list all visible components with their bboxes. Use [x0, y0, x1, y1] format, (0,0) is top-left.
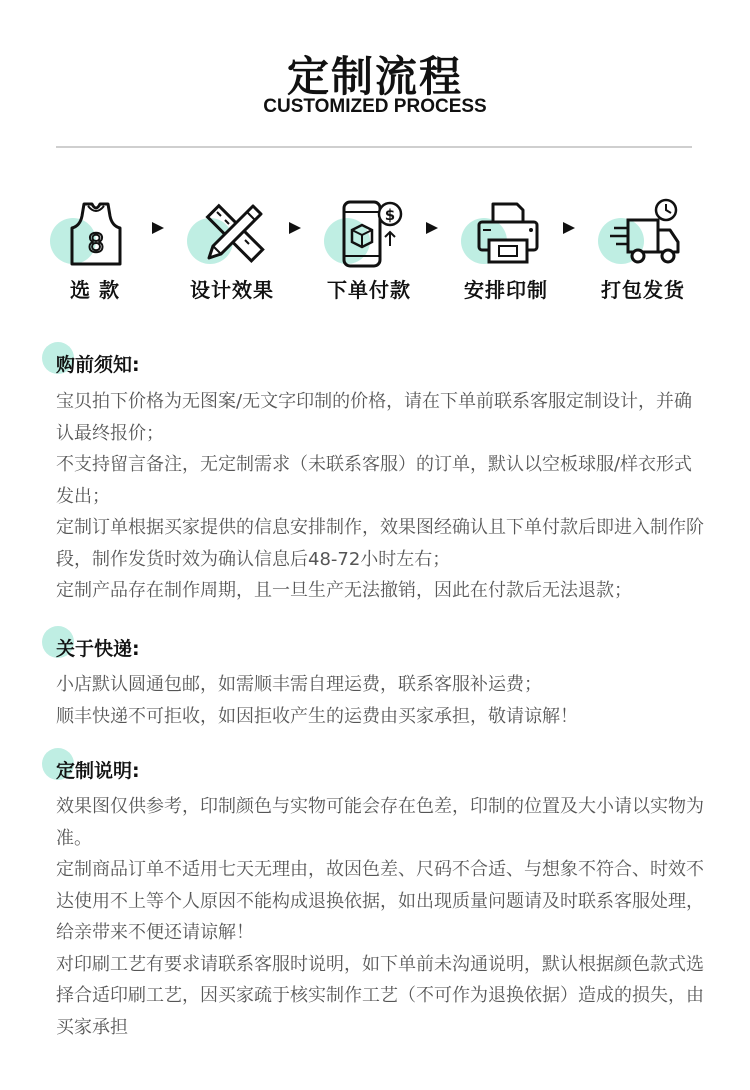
notice-paragraph: 宝贝拍下价格为无图案/无文字印制的价格，请在下单前联系客服定制设计，并确认最终报价；: [56, 391, 693, 444]
custom-paragraph: 对印刷工艺有要求请联系客服时说明，如下单前未沟通说明，默认根据颜色款式选择合适印刷工艺，因买家疏于核实制作工艺（不可作为退换依据）造成的损失，由买家承担: [56, 953, 704, 1038]
process-step-select: [30, 196, 160, 306]
svg-text:$: $: [384, 206, 396, 224]
page-title: 定制流程: [286, 52, 463, 101]
section-body-custom: [56, 791, 706, 1043]
step-label: 下单付款: [327, 278, 411, 302]
custom-paragraph: 效果图仅供参考，印制颜色与实物可能会存在色差，印制的位置及大小请以实物为准。: [56, 796, 704, 849]
triangle-right-icon: [561, 220, 577, 236]
step-label: 选 款: [70, 278, 120, 302]
section-title-notice: 购前须知:: [56, 354, 140, 376]
section-title-custom: 定制说明:: [56, 760, 140, 782]
jersey-icon: [60, 198, 132, 270]
shipping-paragraph: 顺丰快递不可拒收，如因拒收产生的运费由买家承担，敬请谅解！: [56, 705, 578, 727]
step-label: 打包发货: [601, 278, 685, 302]
step-label: 设计效果: [190, 278, 274, 302]
section-body-shipping: [56, 669, 706, 732]
custom-paragraph: 定制商品订单不适用七天无理由，故因色差、尺码不合适、与想象不符合、时效不达使用不上等个人原因不能构成退换依据，如出现质量问题请及时联系客服处理，给亲带来不便还请谅解！: [56, 859, 704, 943]
delivery-truck-icon: [608, 198, 680, 270]
process-step-design: [167, 196, 297, 306]
phone-payment-icon: [334, 198, 406, 270]
process-step-printing: [441, 196, 571, 306]
process-step-shipping: [578, 196, 708, 306]
notice-paragraph: 不支持留言备注，无定制需求（未联系客服）的订单，默认以空板球服/样衣形式发出；: [56, 454, 693, 507]
notice-paragraph: 定制订单根据买家提供的信息安排制作，效果图经确认且下单付款后即进入制作阶段，制作发货时效为确认信息后48-72小时左右；: [56, 517, 704, 570]
page-subtitle: CUSTOMIZED PROCESS: [263, 96, 487, 117]
triangle-right-icon: [287, 220, 303, 236]
section-body-notice: [56, 386, 706, 607]
shipping-paragraph: 小店默认圆通包邮，如需顺丰需自理运费，联系客服补运费；: [56, 674, 542, 695]
step-label: 安排印制: [464, 278, 548, 302]
triangle-right-icon: [150, 220, 166, 236]
svg-text:8: 8: [87, 229, 105, 259]
pencil-ruler-icon: [197, 198, 269, 270]
header-divider: [56, 146, 692, 148]
process-step-payment: [304, 196, 434, 306]
printer-icon: [471, 198, 543, 270]
section-title-shipping: 关于快递:: [56, 638, 140, 660]
triangle-right-icon: [424, 220, 440, 236]
notice-paragraph: 定制产品存在制作周期，且一旦生产无法撤销，因此在付款后无法退款；: [56, 580, 632, 601]
